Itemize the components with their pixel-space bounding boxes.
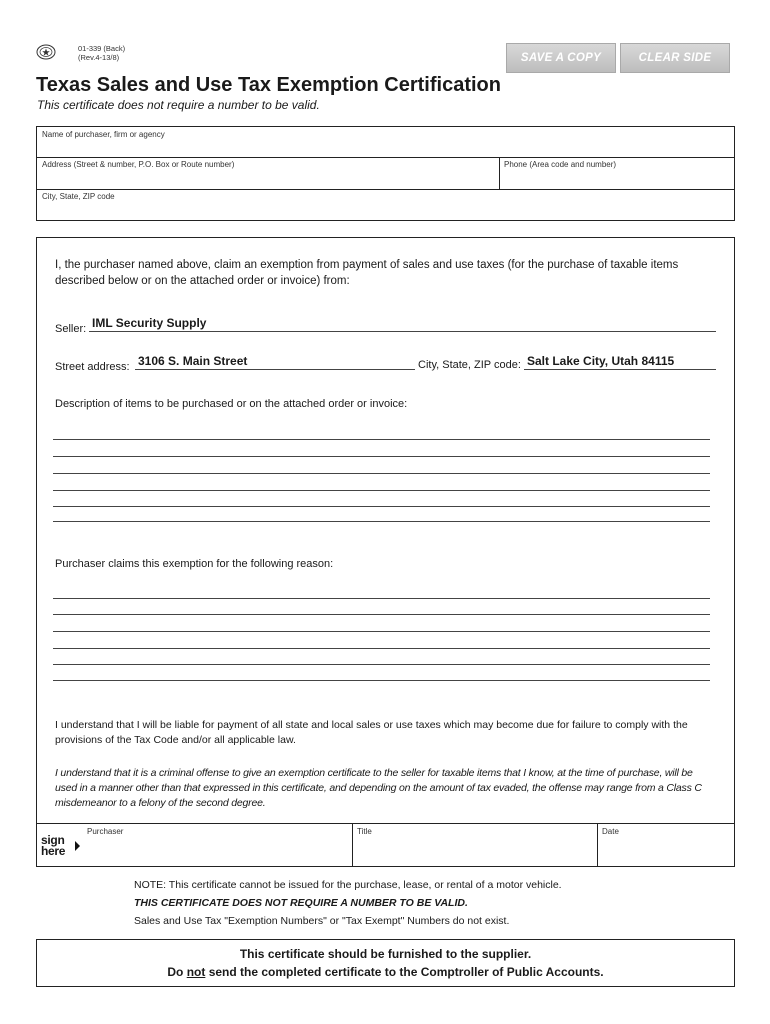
purchaser-city-field[interactable] <box>37 202 734 220</box>
footer-text: Do <box>167 965 187 979</box>
description-line <box>53 506 710 507</box>
purchaser-phone-label: Phone (Area code and number) <box>504 160 617 169</box>
city-state-zip-field[interactable]: Salt Lake City, Utah 84115 <box>527 354 675 368</box>
sign-here-text: sign <box>41 833 65 847</box>
purchaser-phone-field[interactable] <box>500 170 734 189</box>
certification-box <box>36 237 735 867</box>
seller-label: Seller: <box>55 323 87 335</box>
sign-here-arrow-icon <box>75 841 80 851</box>
street-address-label: Street address: <box>55 361 130 373</box>
seller-field[interactable]: IML Security Supply <box>92 316 207 330</box>
title-label: Title <box>357 827 372 836</box>
purchaser-address-field[interactable] <box>37 170 499 189</box>
purchaser-signature-label: Purchaser <box>87 827 124 836</box>
liability-statement: I understand that I will be liable for payment of all state and local sales or use taxes which may become due for failure to comply with the provisions of the Tax Code and/or all applicable law. <box>55 719 688 746</box>
description-line <box>53 521 710 522</box>
reason-line <box>53 648 710 649</box>
divider <box>37 157 734 158</box>
description-line <box>53 439 710 440</box>
purchaser-city-label: City, State, ZIP code <box>42 192 115 201</box>
sign-here-marker <box>41 835 65 857</box>
footer-line-2 <box>37 963 734 981</box>
page-title: Texas Sales and Use Tax Exemption Certification <box>36 74 501 96</box>
purchaser-name-label: Name of purchaser, firm or agency <box>42 130 165 139</box>
sign-here-text: here <box>41 844 66 858</box>
divider <box>37 189 734 190</box>
reason-line <box>53 598 710 599</box>
street-address-line <box>135 369 415 370</box>
reason-label: Purchaser claims this exemption for the following reason: <box>55 558 334 570</box>
city-state-zip-line <box>524 369 716 370</box>
form-number-block <box>78 44 125 62</box>
footer-instructions-box <box>36 939 735 987</box>
page-subtitle: This certificate does not require a number to be valid. <box>37 98 320 112</box>
signature-row <box>37 823 734 867</box>
note-exemption-numbers: Sales and Use Tax "Exemption Numbers" or "Tax Exempt" Numbers do not exist. <box>134 915 510 927</box>
purchaser-info-box <box>36 126 735 221</box>
claim-text: I, the purchaser named above, claim an exemption from payment of sales and use taxes (for the purchase of taxable items described below or on the attached order or invoice) from: <box>55 259 679 287</box>
footer-line-1: This certificate should be furnished to the supplier. <box>239 947 532 961</box>
reason-line <box>53 664 710 665</box>
description-line <box>53 473 710 474</box>
description-line <box>53 490 710 491</box>
form-revision: (Rev.4-13/8) <box>78 53 120 62</box>
title-field[interactable] <box>353 836 596 866</box>
city-state-zip-label: City, State, ZIP code: <box>418 359 521 371</box>
form-number: 01-339 (Back) <box>78 44 126 53</box>
description-field[interactable] <box>53 418 710 518</box>
footer-not-emphasis: not <box>186 965 206 979</box>
purchaser-address-label: Address (Street & number, P.O. Box or Route number) <box>42 160 235 169</box>
note-no-number: THIS CERTIFICATE DOES NOT REQUIRE A NUMBER TO BE VALID. <box>134 897 468 909</box>
criminal-offense-statement: I understand that it is a criminal offense to give an exemption certificate to the seller for taxable items that I know, at the time of purchase, will be used in a manner other than that expressed in this certificate, and depending on the amount of tax evaded, the offense may range from a Class C misdemeanor to a felony of the second degree. <box>55 767 702 809</box>
purchaser-name-field[interactable] <box>37 139 734 157</box>
footer-text: send the completed certificate to the Comptroller of Public Accounts. <box>205 965 604 979</box>
description-line <box>53 456 710 457</box>
purchaser-signature-field[interactable] <box>83 836 351 866</box>
date-field[interactable] <box>598 836 734 866</box>
street-address-field[interactable]: 3106 S. Main Street <box>138 354 248 368</box>
note-motor-vehicle: NOTE: This certificate cannot be issued for the purchase, lease, or rental of a motor vehicle. <box>134 879 562 891</box>
description-label: Description of items to be purchased or on the attached order or invoice: <box>55 398 408 410</box>
reason-line <box>53 614 710 615</box>
reason-line <box>53 680 710 681</box>
texas-comptroller-seal-icon <box>36 44 56 60</box>
reason-line <box>53 631 710 632</box>
seller-line <box>89 331 716 332</box>
date-label: Date <box>602 827 619 836</box>
save-a-copy-button[interactable]: SAVE A COPY <box>506 43 616 73</box>
clear-side-button[interactable]: CLEAR SIDE <box>620 43 730 73</box>
